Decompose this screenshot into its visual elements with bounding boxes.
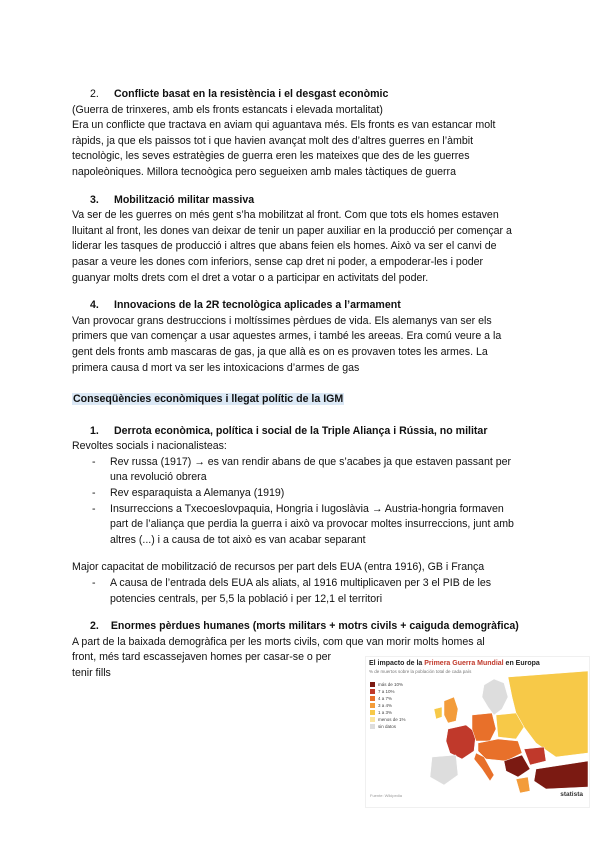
section-2-body: Era un conflicte que tractava en aviam qui aguantava més. Els fronts es van estancar molt ràpids, ja que els paissos tot i que havien avançat molt des d’altres guerres en l’àmbit tecnològic, les seves estratègies de guerra eren les mateixes que des de les guerres napoleòniques. Millora tecnoògica pero segueixen amb males tàctiques de guerra: [72, 119, 496, 178]
legend-swatch: [370, 689, 375, 694]
legend-item: sin datos: [370, 723, 406, 730]
section-4-heading: 4. Innovacions de la 2R tecnològica aplicades a l’armament: [90, 299, 401, 312]
legend-item: 3 a 4%: [370, 702, 406, 709]
list-item: - A causa de l’entrada dels EUA als aliats, al 1916 multiplicaven per 3 el PIB de les potencies centrals, per 5,5 la població i per 12,1 el territori: [72, 576, 522, 607]
map-source: Fuente: Wikipedia: [370, 793, 403, 799]
section-3-body: Va ser de les guerres on més gent s’ha mobilitzat al front. Com que tots els homes estaven lluitant al front, les dones van deixar de tenir un paper auxiliar en la producció per començar a liderar les tasques de producció i altres que abans feien els homes. Això va ser el canvi de pasar a veure les dones com inferiors, sense cap dret ni poder, a empoderar-les i poder guanyar molts drets com el dret a votar o a participar en activitats del poder.: [72, 209, 512, 284]
consequence-1-intro: Revoltes socials i nacionalisteas:: [72, 440, 227, 453]
capacity-list: [72, 576, 522, 607]
section-2-subtitle: (Guerra de trinxeres, amb els fronts estancats i elevada mortalitat): [72, 103, 383, 116]
consequence-1-heading: 1. Derrota econòmica, política i social de la Triple Aliança i Rússia, no militar: [90, 424, 488, 437]
legend-item: más de 10%: [370, 681, 406, 688]
consequences-heading: Conseqüències econòmiques i llegat polític de la IGM: [73, 393, 344, 406]
list-item: - Rev russa (1917) → es van rendir abans de que s’acabes ja que estaven passant per una revolució obrera: [72, 455, 522, 486]
consequence-2-body-line3: tenir fills: [72, 667, 111, 679]
list-item: - Rev esparaquista a Alemanya (1919): [72, 486, 522, 502]
legend-item: 4 a 7%: [370, 695, 406, 702]
consequence-2-body-line1: A part de la baixada demogràfica per les morts civils, com que van morir molts homes al: [72, 635, 485, 648]
section-4-body: Van provocar grans destruccions i moltíssimes pèrdues de vida. Els alemanys van ser els primers que van començar a usar aquestes armes, i també les areeas. Era comú veure a la gent dels fronts amb mascaras de gas, ja que allà es on es provaven totes les armes. La primera causa d mort va ser les intoxicacions d’armes de gas: [72, 314, 502, 374]
section-2-heading: 2. Conflicte basat en la resistència i el desgast econòmic: [90, 88, 389, 100]
consequence-2-body-line2: front, més tard escassejaven homes per casar-se o per: [72, 651, 332, 664]
legend-swatch: [370, 703, 375, 708]
map-title: El impacto de la Primera Guerra Mundial en Europa: [369, 660, 540, 667]
legend-swatch: [370, 717, 375, 722]
map-subtitle: % de muertos sobre la población total de cada país: [369, 669, 472, 674]
statista-logo: statista: [560, 791, 583, 799]
legend-swatch: [370, 696, 375, 701]
list-item: - Insurreccions a Txecoeslovpaquia, Hongria i Iugoslàvia → Austria-hongria formaven part de l’aliança que perdia la guerra i això va provocar moltes insurreccions, junt amb altres (...) i a causa de tot això es van acabar separant: [72, 502, 522, 549]
europe-ww1-impact-map: [365, 656, 590, 808]
legend-swatch: [370, 682, 375, 687]
revolts-list: [72, 455, 522, 549]
legend-item: menos de 1%: [370, 716, 406, 723]
map-legend: [370, 681, 406, 730]
legend-item: 1 a 3%: [370, 709, 406, 716]
mobilization-capacity: Major capacitat de mobilització de recursos per part dels EUA (entra 1916), GB i França: [72, 561, 485, 574]
document-body: [72, 87, 522, 682]
section-3-heading: 3. Mobilització militar massiva: [90, 193, 255, 206]
legend-swatch: [370, 724, 375, 729]
legend-item: 7 a 10%: [370, 688, 406, 695]
legend-swatch: [370, 710, 375, 715]
consequence-2-heading: 2. Enormes pèrdues humanes (morts militars + motrs civils + caiguda demogràfica): [90, 620, 519, 633]
